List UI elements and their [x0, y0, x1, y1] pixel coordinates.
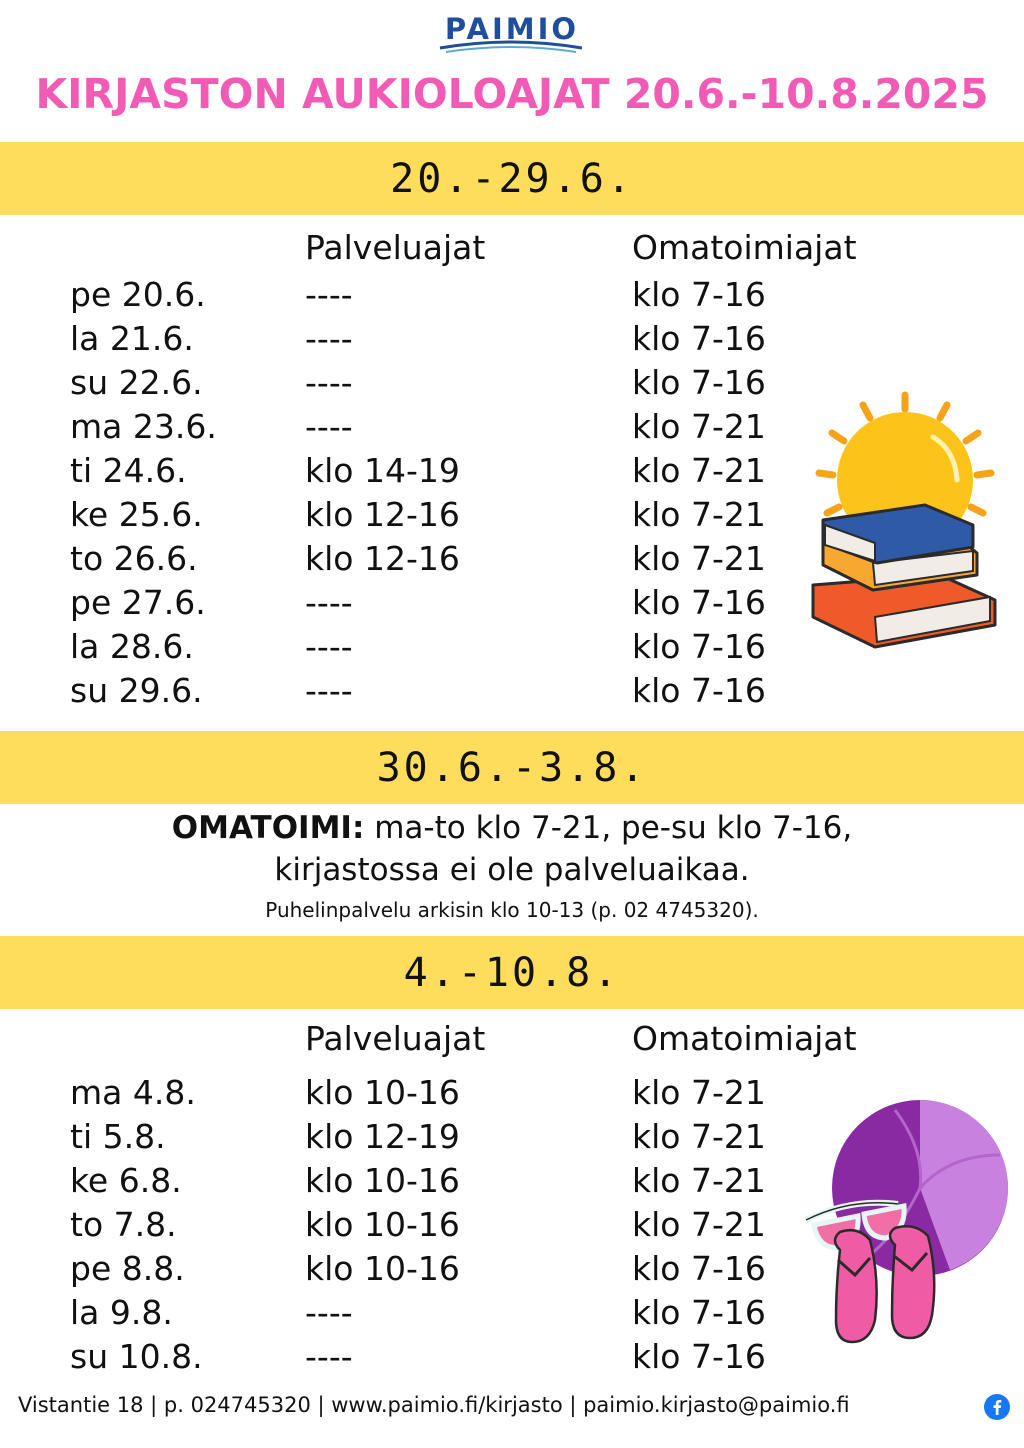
sun-books-illustration	[805, 385, 1005, 660]
logo-text: PAIMIO	[444, 12, 580, 46]
self-cell: klo 7-16	[632, 319, 766, 358]
day-cell: su 29.6.	[70, 671, 203, 710]
section-heading-1: 20.-29.6.	[390, 155, 634, 202]
self-cell: klo 7-21	[632, 1117, 766, 1156]
service-cell: ----	[305, 671, 353, 710]
day-cell: to 26.6.	[70, 539, 198, 578]
self-cell: klo 7-21	[632, 1073, 766, 1112]
col-header-service: Palveluajat	[305, 228, 486, 267]
self-cell: klo 7-16	[632, 1293, 766, 1332]
day-cell: pe 20.6.	[70, 275, 206, 314]
page-title: KIRJASTON AUKIOLOAJAT 20.6.-10.8.2025	[35, 70, 989, 118]
service-cell: klo 10-16	[305, 1073, 460, 1112]
self-cell: klo 7-16	[632, 1249, 766, 1288]
self-service-label: OMATOIMI:	[171, 810, 365, 846]
self-cell: klo 7-21	[632, 407, 766, 446]
service-cell: ----	[305, 363, 353, 402]
self-cell: klo 7-21	[632, 1205, 766, 1244]
self-cell: klo 7-21	[632, 451, 766, 490]
day-cell: su 10.8.	[70, 1337, 203, 1376]
service-cell: klo 10-16	[305, 1161, 460, 1200]
service-cell: ----	[305, 319, 353, 358]
day-cell: la 21.6.	[70, 319, 194, 358]
col-header-service: Palveluajat	[305, 1019, 486, 1058]
col-header-self: Omatoimiajat	[632, 1019, 857, 1058]
self-cell: klo 7-16	[632, 671, 766, 710]
service-cell: klo 10-16	[305, 1249, 460, 1288]
section-band-2	[0, 731, 1024, 804]
section-band-1	[0, 142, 1024, 215]
service-cell: ----	[305, 627, 353, 666]
phone-service-note: Puhelinpalvelu arkisin klo 10-13 (p. 02 4745320).	[265, 898, 759, 922]
self-cell: klo 7-16	[632, 275, 766, 314]
footer-contact: Vistantie 18 | p. 024745320 | www.paimio.fi/kirjasto | paimio.kirjasto@paimio.fi	[18, 1393, 850, 1417]
service-cell: ----	[305, 407, 353, 446]
self-cell: klo 7-21	[632, 1161, 766, 1200]
day-cell: pe 8.8.	[70, 1249, 185, 1288]
self-cell: klo 7-21	[632, 539, 766, 578]
section-heading-2: 30.6.-3.8.	[376, 744, 648, 791]
day-cell: su 22.6.	[70, 363, 203, 402]
service-cell: ----	[305, 1293, 353, 1332]
day-cell: ke 25.6.	[70, 495, 203, 534]
service-cell: ----	[305, 583, 353, 622]
service-cell: ----	[305, 275, 353, 314]
service-cell: klo 14-19	[305, 451, 460, 490]
self-service-line-2: kirjastossa ei ole palveluaikaa.	[274, 852, 750, 888]
beach-illustration	[800, 1080, 1010, 1355]
day-cell: pe 27.6.	[70, 583, 206, 622]
facebook-icon[interactable]	[984, 1394, 1010, 1420]
day-cell: ti 24.6.	[70, 451, 187, 490]
self-cell: klo 7-16	[632, 583, 766, 622]
section-band-3	[0, 936, 1024, 1009]
self-cell: klo 7-16	[632, 1337, 766, 1376]
day-cell: ma 23.6.	[70, 407, 217, 446]
self-cell: klo 7-16	[632, 627, 766, 666]
service-cell: klo 10-16	[305, 1205, 460, 1244]
self-cell: klo 7-21	[632, 495, 766, 534]
self-service-hours: ma-to klo 7-21, pe-su klo 7-16,	[364, 810, 853, 846]
day-cell: la 28.6.	[70, 627, 194, 666]
section-heading-3: 4.-10.8.	[403, 949, 621, 996]
service-cell: ----	[305, 1337, 353, 1376]
service-cell: klo 12-19	[305, 1117, 460, 1156]
service-cell: klo 12-16	[305, 539, 460, 578]
day-cell: ke 6.8.	[70, 1161, 182, 1200]
day-cell: ti 5.8.	[70, 1117, 166, 1156]
col-header-self: Omatoimiajat	[632, 228, 857, 267]
day-cell: to 7.8.	[70, 1205, 177, 1244]
day-cell: ma 4.8.	[70, 1073, 196, 1112]
day-cell: la 9.8.	[70, 1293, 173, 1332]
service-cell: klo 12-16	[305, 495, 460, 534]
logo-swoosh-icon	[436, 38, 586, 54]
self-cell: klo 7-16	[632, 363, 766, 402]
self-service-line-1	[0, 810, 1024, 846]
